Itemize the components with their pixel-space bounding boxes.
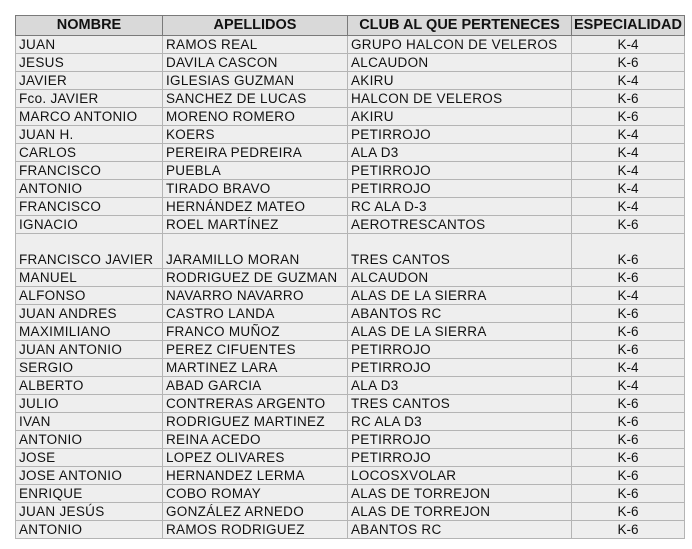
especialidad-cell: K-6 — [572, 305, 685, 323]
table-row — [16, 521, 685, 539]
especialidad-cell: K-6 — [572, 413, 685, 431]
apellidos-cell: MORENO ROMERO — [163, 108, 348, 126]
nombre-cell: JUAN ANTONIO — [16, 341, 163, 359]
header-especialidad: ESPECIALIDAD — [572, 16, 685, 36]
club-cell: AEROTRESCANTOS — [348, 216, 572, 234]
table-row — [16, 413, 685, 431]
table-row — [16, 341, 685, 359]
table-row — [16, 126, 685, 144]
especialidad-cell: K-6 — [572, 485, 685, 503]
table-row — [16, 377, 685, 395]
nombre-cell: JULIO — [16, 395, 163, 413]
apellidos-cell: TIRADO BRAVO — [163, 180, 348, 198]
club-cell: RC ALA D3 — [348, 413, 572, 431]
nombre-cell: JESUS — [16, 54, 163, 72]
header-nombre: NOMBRE — [16, 16, 163, 36]
apellidos-cell: HERNÁNDEZ MATEO — [163, 198, 348, 216]
table-body — [16, 36, 685, 539]
nombre-cell: ALFONSO — [16, 287, 163, 305]
club-cell: ALAS DE LA SIERRA — [348, 323, 572, 341]
apellidos-cell: RAMOS RODRIGUEZ — [163, 521, 348, 539]
especialidad-cell: K-6 — [572, 90, 685, 108]
club-cell: RC ALA D-3 — [348, 198, 572, 216]
header-apellidos: APELLIDOS — [163, 16, 348, 36]
especialidad-cell: K-6 — [572, 431, 685, 449]
nombre-cell: ENRIQUE — [16, 485, 163, 503]
apellidos-cell: IGLESIAS GUZMAN — [163, 72, 348, 90]
club-cell: ALA D3 — [348, 144, 572, 162]
apellidos-cell: GONZÁLEZ ARNEDO — [163, 503, 348, 521]
club-cell: PETIRROJO — [348, 126, 572, 144]
especialidad-cell: K-6 — [572, 234, 685, 269]
header-club: CLUB AL QUE PERTENECES — [348, 16, 572, 36]
nombre-cell: JOSE — [16, 449, 163, 467]
table-row — [16, 503, 685, 521]
nombre-cell: SERGIO — [16, 359, 163, 377]
especialidad-cell: K-4 — [572, 287, 685, 305]
apellidos-cell: HERNANDEZ LERMA — [163, 467, 348, 485]
table-row — [16, 108, 685, 126]
especialidad-cell: K-6 — [572, 503, 685, 521]
table-row — [16, 90, 685, 108]
nombre-cell: MANUEL — [16, 269, 163, 287]
especialidad-cell: K-6 — [572, 216, 685, 234]
nombre-cell: CARLOS — [16, 144, 163, 162]
header-row — [16, 16, 685, 36]
club-cell: ALCAUDON — [348, 54, 572, 72]
table-row — [16, 395, 685, 413]
apellidos-cell: CASTRO LANDA — [163, 305, 348, 323]
apellidos-cell: PEREZ CIFUENTES — [163, 341, 348, 359]
club-cell: PETIRROJO — [348, 431, 572, 449]
table-row — [16, 467, 685, 485]
club-cell: TRES CANTOS — [348, 395, 572, 413]
especialidad-cell: K-6 — [572, 449, 685, 467]
apellidos-cell: CONTRERAS ARGENTO — [163, 395, 348, 413]
club-cell: GRUPO HALCON DE VELEROS — [348, 36, 572, 54]
nombre-cell: JUAN H. — [16, 126, 163, 144]
especialidad-cell: K-4 — [572, 198, 685, 216]
table-row — [16, 198, 685, 216]
table-row — [16, 359, 685, 377]
especialidad-cell: K-6 — [572, 521, 685, 539]
nombre-cell: FRANCISCO — [16, 198, 163, 216]
club-cell: ALAS DE TORREJON — [348, 503, 572, 521]
table-row — [16, 449, 685, 467]
apellidos-cell: LOPEZ OLIVARES — [163, 449, 348, 467]
club-cell: ALAS DE LA SIERRA — [348, 287, 572, 305]
especialidad-cell: K-4 — [572, 72, 685, 90]
nombre-cell: IVAN — [16, 413, 163, 431]
table-row — [16, 287, 685, 305]
table-row — [16, 323, 685, 341]
club-cell: ALAS DE TORREJON — [348, 485, 572, 503]
table-row — [16, 485, 685, 503]
club-cell: HALCON DE VELEROS — [348, 90, 572, 108]
apellidos-cell: FRANCO MUÑOZ — [163, 323, 348, 341]
nombre-cell: ANTONIO — [16, 431, 163, 449]
especialidad-cell: K-6 — [572, 467, 685, 485]
especialidad-cell: K-4 — [572, 359, 685, 377]
table-row — [16, 144, 685, 162]
club-cell: ALCAUDON — [348, 269, 572, 287]
club-cell: PETIRROJO — [348, 180, 572, 198]
club-cell: PETIRROJO — [348, 162, 572, 180]
nombre-cell: ALBERTO — [16, 377, 163, 395]
especialidad-cell: K-4 — [572, 126, 685, 144]
nombre-cell: JAVIER — [16, 72, 163, 90]
club-cell: AKIRU — [348, 108, 572, 126]
table-row — [16, 36, 685, 54]
nombre-cell: JUAN — [16, 36, 163, 54]
club-cell: LOCOSXVOLAR — [348, 467, 572, 485]
especialidad-cell: K-6 — [572, 395, 685, 413]
apellidos-cell: MARTINEZ LARA — [163, 359, 348, 377]
apellidos-cell: ABAD GARCIA — [163, 377, 348, 395]
club-cell: TRES CANTOS — [348, 234, 572, 269]
especialidad-cell: K-4 — [572, 144, 685, 162]
apellidos-cell: RODRIGUEZ DE GUZMAN — [163, 269, 348, 287]
especialidad-cell: K-4 — [572, 377, 685, 395]
nombre-cell: ANTONIO — [16, 180, 163, 198]
especialidad-cell: K-6 — [572, 269, 685, 287]
apellidos-cell: SANCHEZ DE LUCAS — [163, 90, 348, 108]
table-row — [16, 269, 685, 287]
nombre-cell: FRANCISCO JAVIER — [16, 234, 163, 269]
nombre-cell: ANTONIO — [16, 521, 163, 539]
nombre-cell: JUAN ANDRES — [16, 305, 163, 323]
nombre-cell: MAXIMILIANO — [16, 323, 163, 341]
apellidos-cell: PEREIRA PEDREIRA — [163, 144, 348, 162]
especialidad-cell: K-6 — [572, 323, 685, 341]
club-cell: ABANTOS RC — [348, 521, 572, 539]
nombre-cell: JUAN JESÚS — [16, 503, 163, 521]
table-row — [16, 54, 685, 72]
table-row — [16, 305, 685, 323]
table-row — [16, 72, 685, 90]
apellidos-cell: ROEL MARTÍNEZ — [163, 216, 348, 234]
table-row — [16, 234, 685, 269]
nombre-cell: JOSE ANTONIO — [16, 467, 163, 485]
members-table — [15, 15, 685, 539]
table-row — [16, 162, 685, 180]
apellidos-cell: NAVARRO NAVARRO — [163, 287, 348, 305]
apellidos-cell: DAVILA CASCON — [163, 54, 348, 72]
nombre-cell: IGNACIO — [16, 216, 163, 234]
table-row — [16, 180, 685, 198]
especialidad-cell: K-4 — [572, 162, 685, 180]
club-cell: PETIRROJO — [348, 449, 572, 467]
especialidad-cell: K-6 — [572, 54, 685, 72]
club-cell: PETIRROJO — [348, 359, 572, 377]
especialidad-cell: K-6 — [572, 341, 685, 359]
especialidad-cell: K-4 — [572, 36, 685, 54]
apellidos-cell: KOERS — [163, 126, 348, 144]
especialidad-cell: K-4 — [572, 180, 685, 198]
nombre-cell: Fco. JAVIER — [16, 90, 163, 108]
club-cell: ABANTOS RC — [348, 305, 572, 323]
table-row — [16, 431, 685, 449]
club-cell: PETIRROJO — [348, 341, 572, 359]
apellidos-cell: REINA ACEDO — [163, 431, 348, 449]
apellidos-cell: RODRIGUEZ MARTINEZ — [163, 413, 348, 431]
apellidos-cell: RAMOS REAL — [163, 36, 348, 54]
nombre-cell: MARCO ANTONIO — [16, 108, 163, 126]
apellidos-cell: JARAMILLO MORAN — [163, 234, 348, 269]
apellidos-cell: COBO ROMAY — [163, 485, 348, 503]
table-row — [16, 216, 685, 234]
nombre-cell: FRANCISCO — [16, 162, 163, 180]
club-cell: ALA D3 — [348, 377, 572, 395]
especialidad-cell: K-6 — [572, 108, 685, 126]
club-cell: AKIRU — [348, 72, 572, 90]
apellidos-cell: PUEBLA — [163, 162, 348, 180]
